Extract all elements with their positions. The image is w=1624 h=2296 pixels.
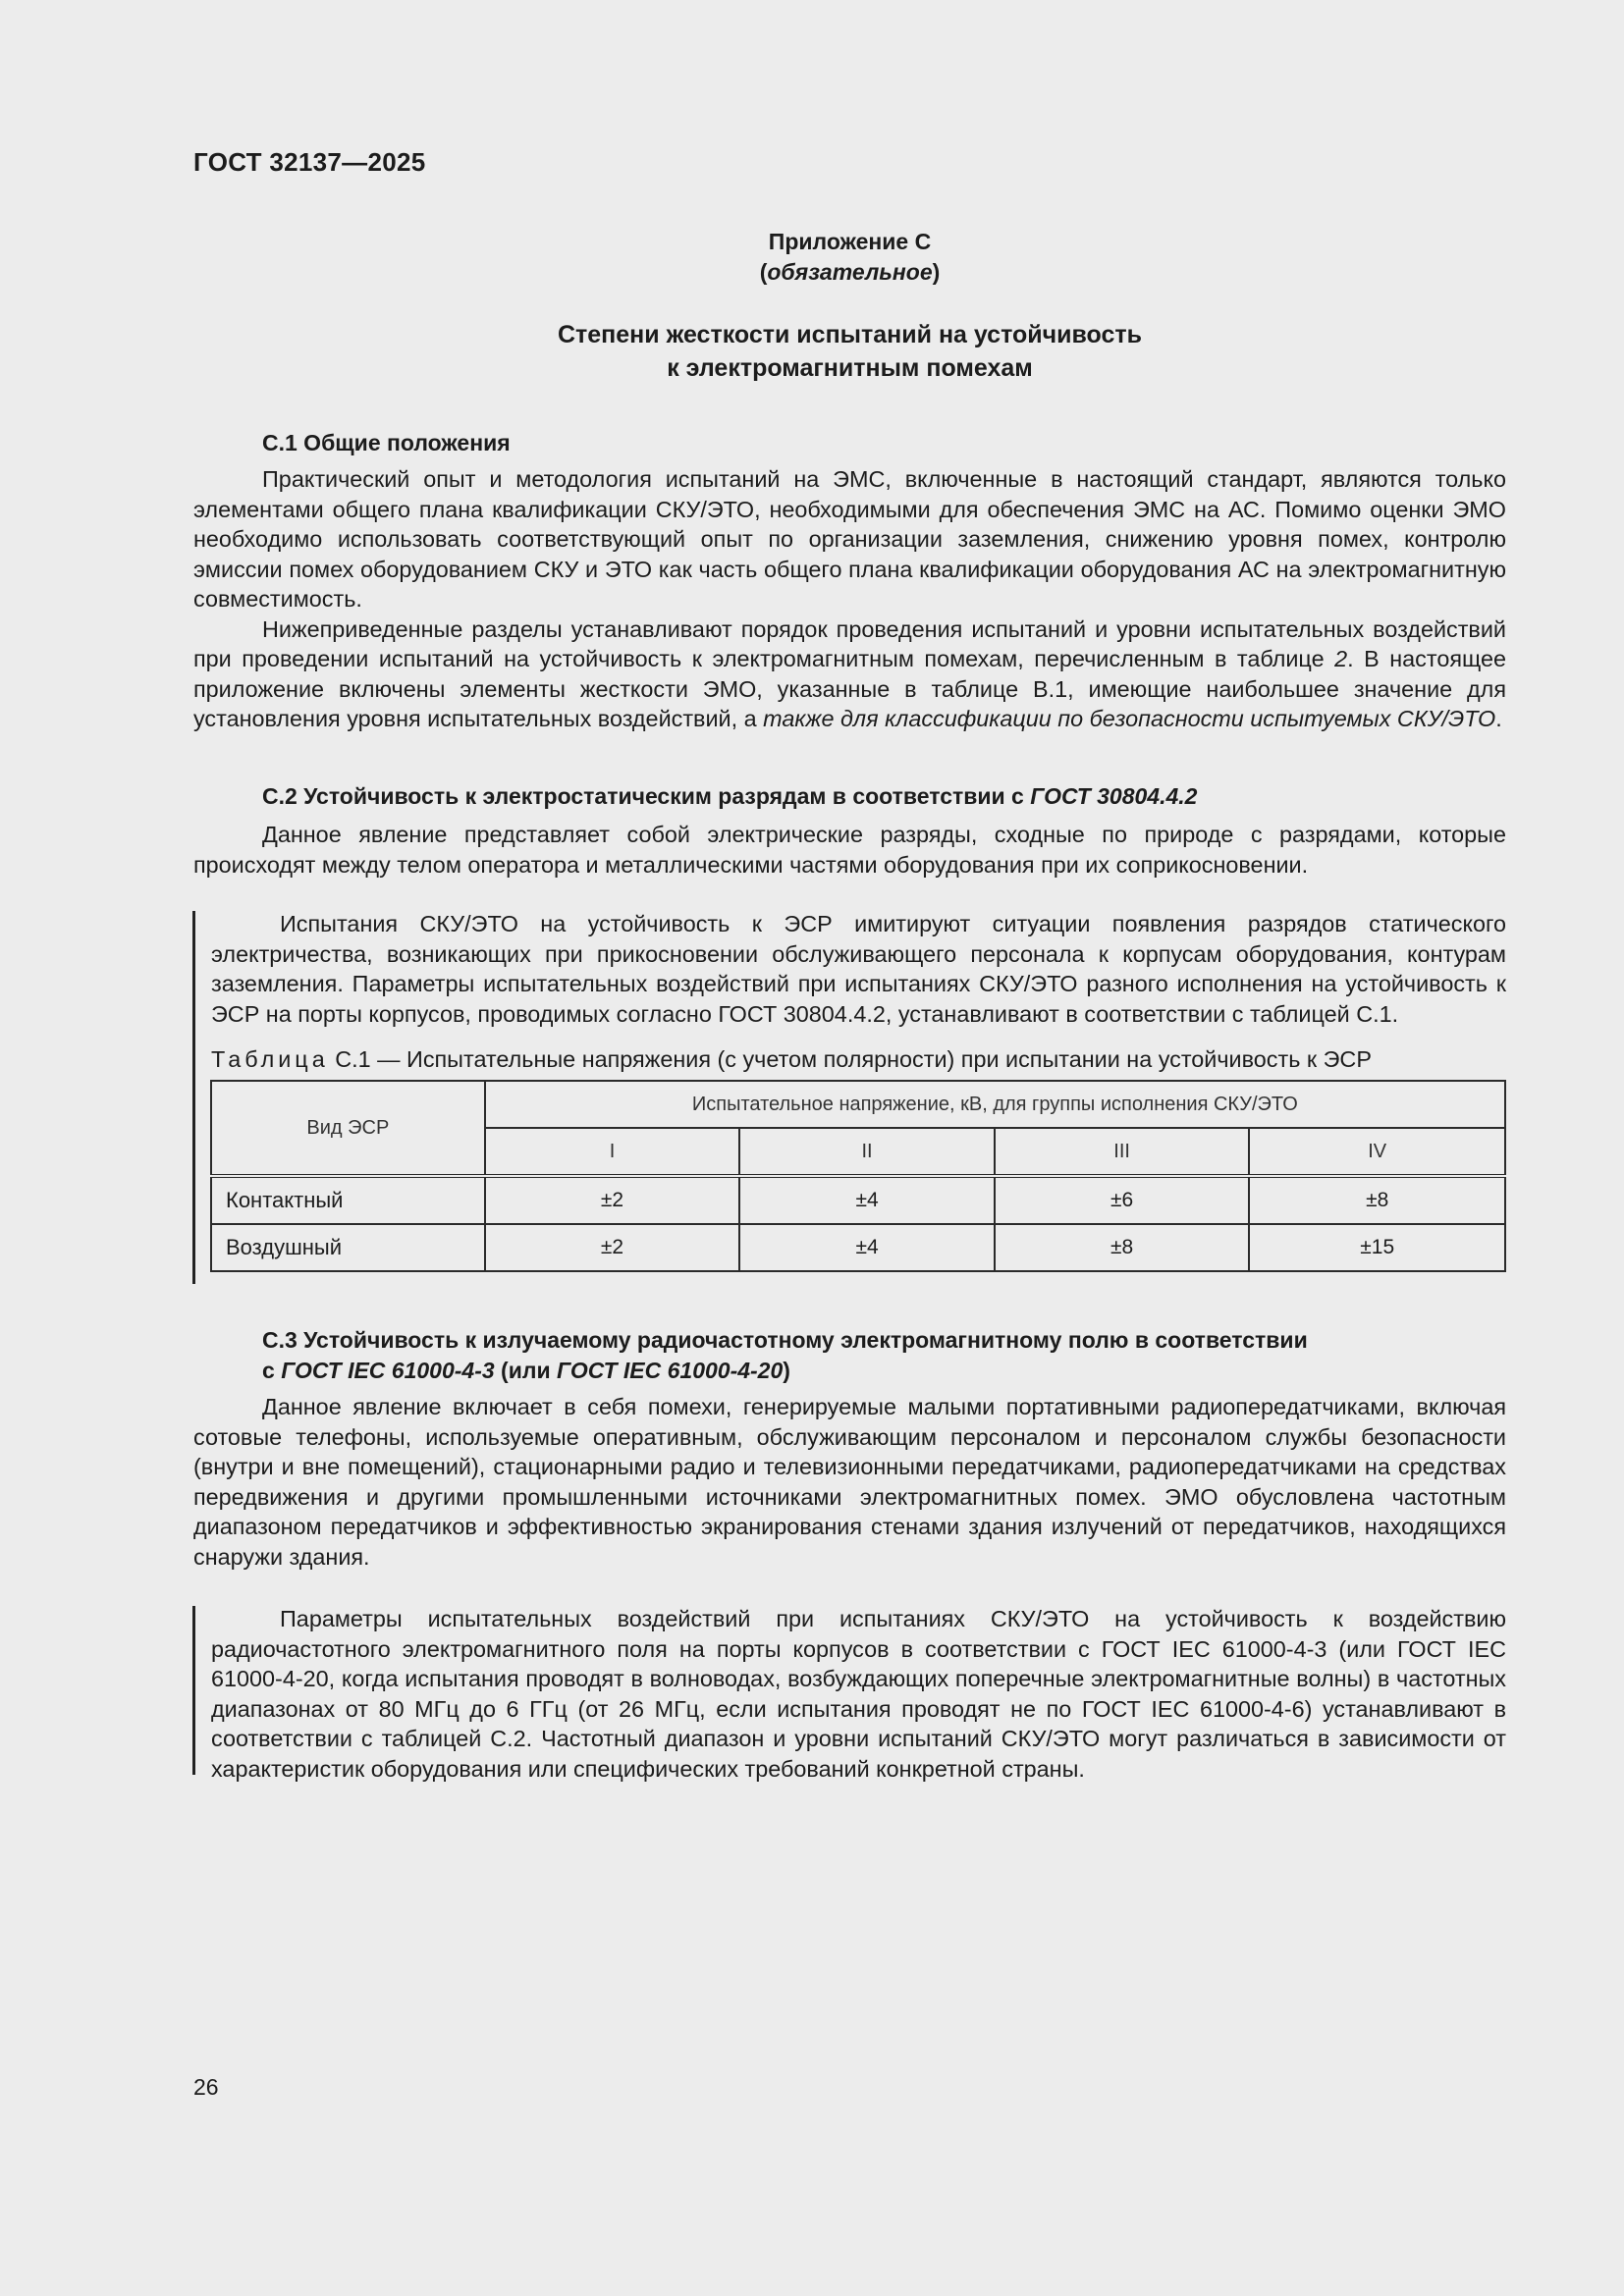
section-c1-heading: С.1 Общие положения <box>262 430 511 455</box>
section-c3-heading: С.3 Устойчивость к излучаемому радиочастотному электромагнитному полю в соответствии с ГОСТ IEC 61000-4-3 (или ГОСТ IEC 61000-4-20) <box>262 1327 1308 1383</box>
section-c2-paragraph-1: Данное явление представляет собой электрические разряды, сходные по природе с разрядами, которые происходят между телом оператора и металлическими частями оборудования при их соприкосновении. <box>193 822 1506 878</box>
appendix-status: (обязательное) <box>759 259 941 285</box>
table-cell: ±2 <box>485 1224 740 1271</box>
section-c3-changed-block <box>193 1604 1506 1784</box>
table-cell: ±6 <box>995 1176 1250 1224</box>
table-header-group: Испытательное напряжение, кВ, для группы исполнения СКУ/ЭТО <box>485 1081 1505 1128</box>
table-row <box>211 1224 1505 1271</box>
appendix-label: Приложение С <box>768 229 932 254</box>
section-c3-paragraph-2: Параметры испытательных воздействий при испытаниях СКУ/ЭТО на устойчивость к воздействию радиочастотного электромагнитного поля на порты корпусов в соответствии с ГОСТ IEC 61000-4-3 (или ГОСТ IEC 61000-4-20, когда испытания проводят в волноводах, возбуждающих поперечные электромагнитные волны) в частотных диапазонах от 80 МГц до 6 ГГц (от 26 МГц, если испытания проводят не по ГОСТ IEC 61000-4-6) устанавливают в соответствии с таблицей С.2. Частотный диапазон и уровни испытаний СКУ/ЭТО могут различаться в зависимости от характеристик оборудования или специфических требований конкретной страны. <box>211 1606 1506 1782</box>
table-row-label: Воздушный <box>211 1224 485 1271</box>
section-c2 <box>193 781 1506 880</box>
section-c1-paragraph-1: Практический опыт и методология испытаний на ЭМС, включенные в настоящий стандарт, являются только элементами общего плана квалификации СКУ/ЭТО, необходимыми для обеспечения ЭМС на АС. Помимо оценки ЭМО необходимо использовать соответствующий опыт по организации заземления, снижению уровня помех, контролю эмиссии помех оборудованием СКУ и ЭТО как часть общего плана квалификации оборудования АС на электромагнитную совместимость. <box>193 466 1506 612</box>
table-cell: ±8 <box>1249 1176 1505 1224</box>
section-c3 <box>193 1325 1506 1572</box>
table-row <box>211 1176 1505 1224</box>
table-header-group-3: III <box>995 1128 1250 1176</box>
section-c1 <box>193 428 1506 734</box>
table-cell: ±2 <box>485 1176 740 1224</box>
section-c1-paragraph-2: Нижеприведенные разделы устанавливают порядок проведения испытаний и уровни испытательных воздействий при проведении испытаний на устойчивость к электромагнитным помехам, перечисленным в таблице 2. В настоящее приложение включены элементы жесткости ЭМО, указанные в таблице В.1, имеющие наибольшее значение для установления уровня испытательных воздействий, а также для классификации по безопасности испытуемых СКУ/ЭТО. <box>193 615 1506 731</box>
table-c1-title: Таблица С.1 — Испытательные напряжения (с учетом полярности) при испытании на устойчивость к ЭСР <box>211 1046 1372 1072</box>
page-number: 26 <box>193 2074 219 2100</box>
main-title-line2: к электромагнитным помехам <box>667 354 1033 382</box>
appendix-title <box>193 227 1506 288</box>
table-cell: ±15 <box>1249 1224 1505 1271</box>
table-c1 <box>210 1080 1506 1272</box>
table-header-group-4: IV <box>1249 1128 1505 1176</box>
section-c3-paragraph-1: Данное явление включает в себя помехи, генерируемые малыми портативными радиопередатчиками, включая сотовые телефоны, используемые оперативным, обслуживающим персоналом и персоналом службы безопасности (внутри и вне помещений), стационарными радио и телевизионными передатчиками, радиопередатчиками на средствах передвижения и другими промышленными источниками электромагнитных помех. ЭМО обусловлена частотным диапазоном передатчиков и эффективностью экранирования стенами здания излучений от передатчиков, находящихся снаружи здания. <box>193 1394 1506 1570</box>
main-title <box>193 318 1506 385</box>
table-header-group-1: I <box>485 1128 740 1176</box>
table-cell: ±4 <box>739 1176 995 1224</box>
table-header-group-2: II <box>739 1128 995 1176</box>
table-cell: ±4 <box>739 1224 995 1271</box>
section-c2-paragraph-2: Испытания СКУ/ЭТО на устойчивость к ЭСР имитируют ситуации появления разрядов статического электричества, возникающих при прикосновении обслуживающего персонала к корпусам оборудования, контурам заземления. Параметры испытательных воздействий при испытаниях СКУ/ЭТО разного исполнения на устойчивость к ЭСР на порты корпусов, проводимых согласно ГОСТ 30804.4.2, устанавливают в соответствии с таблицей С.1. <box>211 911 1506 1027</box>
table-cell: ±8 <box>995 1224 1250 1271</box>
section-c2-changed-block <box>193 909 1506 1272</box>
table-row-label: Контактный <box>211 1176 485 1224</box>
section-c2-heading: С.2 Устойчивость к электростатическим разрядам в соответствии с ГОСТ 30804.4.2 <box>262 783 1198 809</box>
document-code: ГОСТ 32137—2025 <box>193 147 426 177</box>
table-header-kind: Вид ЭСР <box>211 1081 485 1176</box>
main-title-line1: Степени жесткости испытаний на устойчивость <box>557 321 1143 348</box>
